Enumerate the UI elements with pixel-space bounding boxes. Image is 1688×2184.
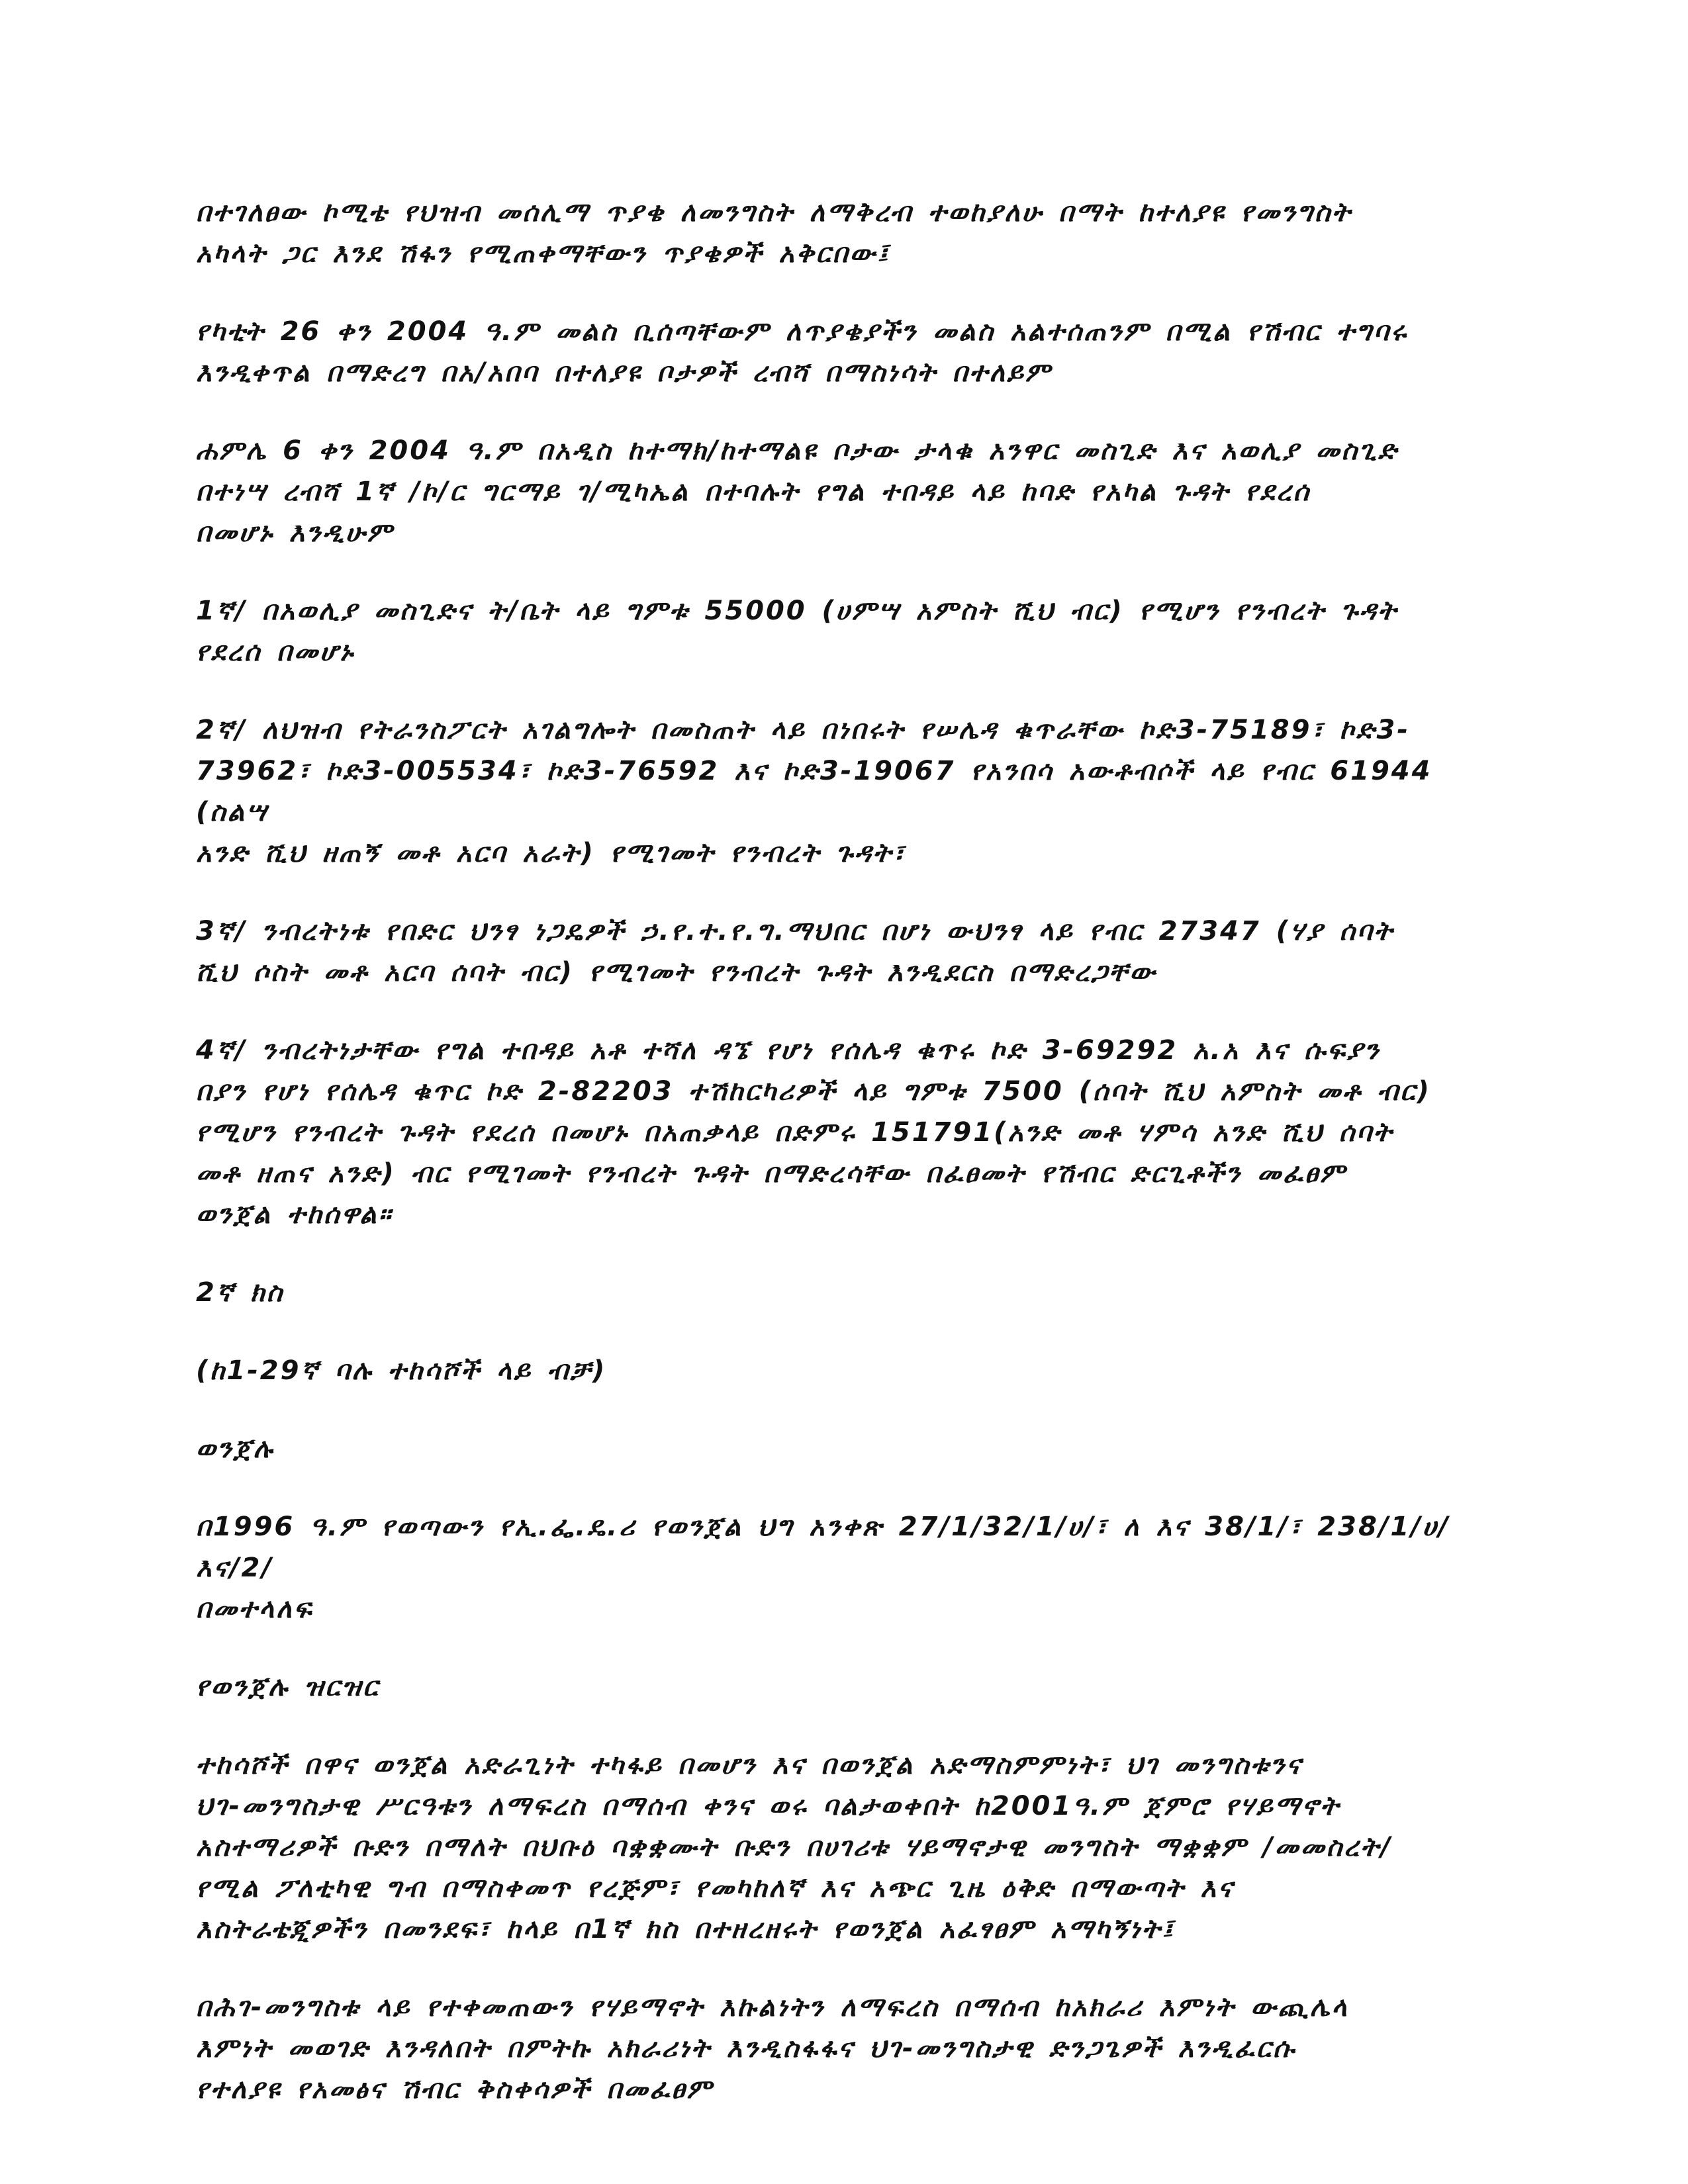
paragraph-2: የካቲት 26 ቀን 2004 ዓ.ም መልስ ቢሰጣቸውም ለጥያቄያችን መልስ አልተሰጠንም በሚል የሽብር ተግባሩ እንዲቀጥል በማድረግ በአ/አበባ በተለያዩ ቦታዎች ረብሻ በማስነሳት በተለይም <box>196 316 1408 388</box>
paragraph-14: በሕገ-መንግስቱ ላይ የተቀመጠውን የሃይማኖት እኩልነትን ለማፍረስ በማሰብ ከአክራሪ እምነት ውጪሌላ እምነት መወገድ እንዳለበት በምትኩ አክራሪነት እንዲስፋፋና ህገ-መንግስታዊ ድንጋጌዎች እንዲፈርሱ የተለያዩ የአመፅና ሽብር ቅስቀሳዎች በመፈፀም <box>196 1992 1349 2105</box>
charge-scope: (ከ1-29ኛ ባሉ ተከሳሾች ላይ ብቻ) <box>196 1355 607 1386</box>
paragraph-7: 4ኛ/ ንብረትነታቸው የግል ተበዳይ አቶ ተሻለ ዳኜ የሆነ የሰሌዳ ቁጥሩ ኮድ 3-69292 አ.አ እና ሱፍያን በያን የሆነ የሰሌዳ ቁጥር ኮድ 2-82203 ተሽከርካሪዎች ላይ ግምቱ 7500 (ሰባት ሺህ አምስት መቶ ብር) የሚሆን የንብረት ጉዳት የደረሰ በመሆኑ በአጠቃላይ በድምሩ 151791(አንድ መቶ ሃምሳ አንድ ሺህ ሰባት መቶ ዘጠና አንድ) ብር የሚገመት የንብረት ጉዳት በማድረሳቸው በፈፀመት የሽብር ድርጊቶችን መፈፀም ወንጀል ተከሰዋል። <box>196 1035 1431 1230</box>
charge-heading: 2ኛ ክስ <box>196 1277 285 1308</box>
paragraph-1: በተገለፀው ኮሚቴ የህዝብ መሰሊማ ጥያቄ ለመንግስት ለማቅረብ ተወከያለሁ በማት ከተለያዩ የመንግስት አካላት ጋር እንደ ሽፋን የሚጠቀማቸውን ጥያቄዎች አቅርበው፤ <box>196 197 1352 269</box>
paragraph-5: 2ኛ/ ለህዝብ የትራንስፖርት አገልግሎት በመስጠት ላይ በነበሩት የሠሌዳ ቁጥራቸው ኮድ3-75189፣ ኮድ3- 73962፣ ኮድ3-005534፣ ኮድ3-76592 እና ኮድ3-19067 የአንበሳ አውቶብሶች ላይ የብር 61944 (ስልሣ አንድ ሺህ ዘጠኝ መቶ አርባ አራት) የሚገመት የንብረት ጉዳት፣ <box>196 715 1432 868</box>
paragraph-6: 3ኛ/ ንብረትነቱ የበድር ህንፃ ነጋዴዎች ኃ.የ.ተ.የ.ግ.ማህበር በሆነ ውህንፃ ላይ የብር 27347 (ሃያ ሰባት ሺህ ሶስት መቶ አርባ ሰባት ብር) የሚገመት የንብረት ጉዳት እንዲደርስ በማድረጋቸው <box>196 916 1394 987</box>
crime-details-heading: የወንጀሉ ዝርዝር <box>196 1672 380 1702</box>
paragraph-13: ተከሳሾች በዋና ወንጀል አድራጊነት ተካፋይ በመሆን እና በወንጀል አድማስምምነት፣ ህገ መንግስቱንና ህገ-መንግስታዊ ሥርዓቱን ለማፍረስ በማሰብ ቀንና ወሩ ባልታወቀበት ከ2001ዓ.ም ጀምሮ የሃይማኖት አስተማሪዎች ቡድን በማለት በህቡዕ ባቋቋሙት ቡድን በሀገሪቱ ሃይማኖታዊ መንግስት ማቋቋም /መመስረት/ የሚል ፖለቲካዊ ግብ በማስቀመጥ የረጅም፣ የመካከለኛ እና አጭር ጊዜ ዕቅድ በማውጣት እና እስትራቴጂዎችን በመንደፍ፣ ከላይ በ1ኛ ክስ በተዘረዘሩት የወንጀል አፈፃፀም አማካኝነት፤ <box>196 1750 1393 1944</box>
crime-heading: ወንጀሉ <box>196 1433 275 1464</box>
paragraph-4: 1ኛ/ በአወሊያ መስጊድና ት/ቤት ላይ ግምቱ 55000 (ሀምሣ አምስት ሺህ ብር) የሚሆን የንብረት ጉዳት የደረሰ በመሆኑ <box>196 596 1398 667</box>
law-reference: በ1996 ዓ.ም የወጣውን የኢ.ፌ.ዴ.ሪ የወንጀል ህግ አንቀጽ 27/1/32/1/ሀ/፣ ለ እና 38/1/፣ 238/1/ሀ/እና/2/ በመተላለፍ <box>196 1512 1450 1624</box>
paragraph-3: ሐምሌ 6 ቀን 2004 ዓ.ም በአዲስ ከተማክ/ከተማልዩ ቦታው ታላቁ አንዋር መስጊድ እና አወሊያ መስጊድ በተነሣ ረብሻ 1ኛ /ኮ/ር ግርማይ ገ/ሚካኤል በተባሉት የግል ተበዳይ ላይ ከባድ የአካል ጉዳት የደረሰ በመሆኑ እንዲሁም <box>196 435 1399 548</box>
